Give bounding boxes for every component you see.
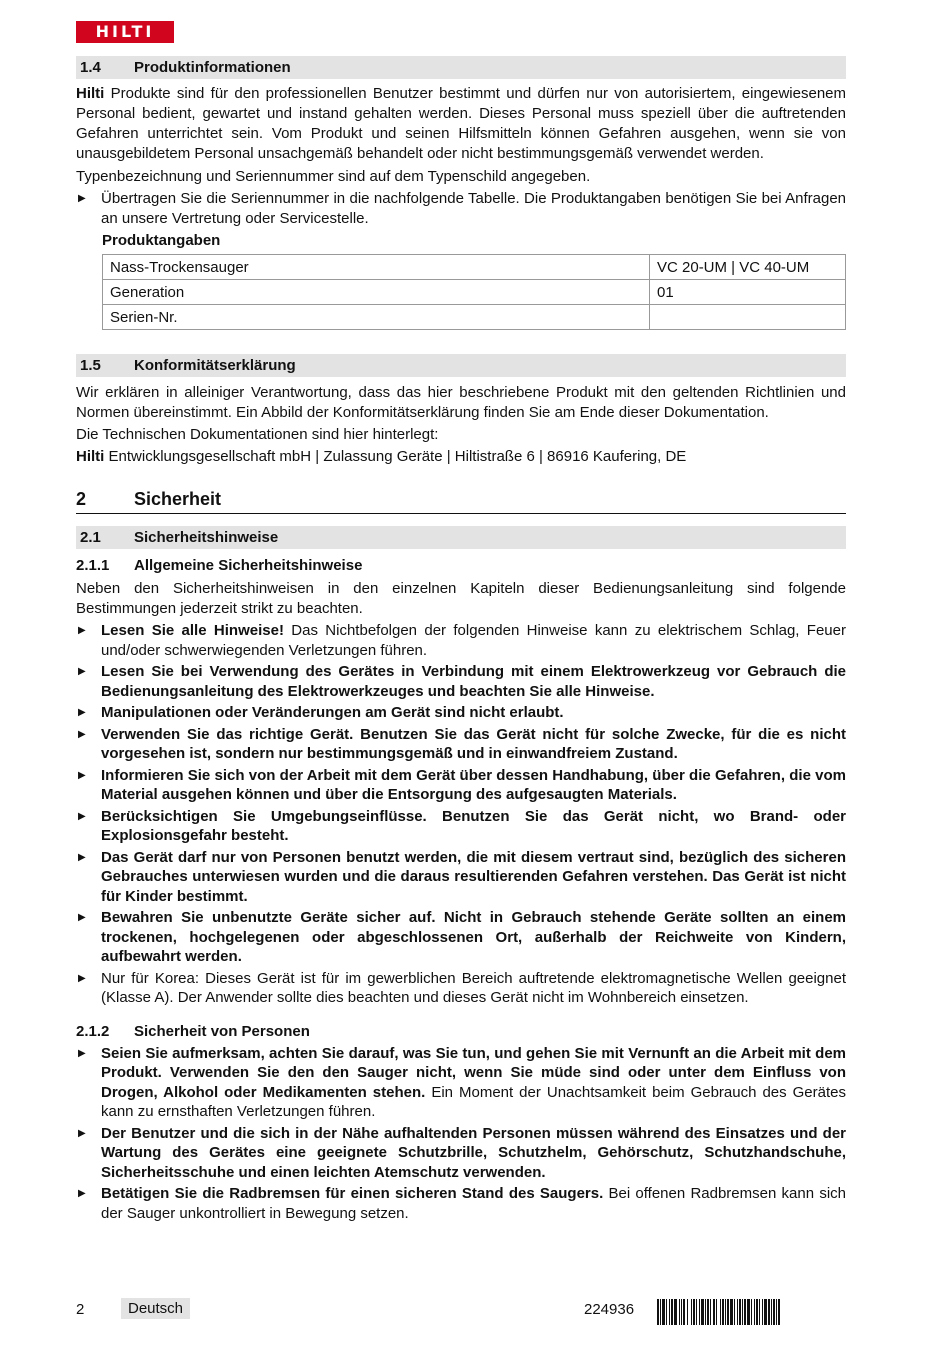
language-label: Deutsch <box>121 1298 190 1319</box>
list-item-bold: Informieren Sie sich von der Arbeit mit dem Gerät über dessen Handhabung, über die Gefahren, die vom Material ausgehen können und über die Entsorgung des aufgesaugten Materials. <box>101 766 846 803</box>
list-item-bold: Lesen Sie bei Verwendung des Gerätes in Verbindung mit einem Elektrowerkzeug vor Gebrauch die Bedienungsanleitung des Elektrowerkzeuges und beachten Sie alle Hinweise. <box>101 663 846 700</box>
arrow-bullet-icon: ▶ <box>78 851 86 863</box>
list-item <box>76 1184 846 1223</box>
list-item-text: Bei offenen Radbremsen kann sich der Sauger unkontrolliert in Bewegung setzen. <box>101 1185 846 1222</box>
list-item-text: Übertragen Sie die Seriennummer in die nachfolgende Tabelle. Die Produktangaben benötigen Sie bei Anfragen an unsere Vertretung oder Servicestelle. <box>101 190 846 227</box>
subsection-number: 2.1.1 <box>76 557 110 574</box>
arrow-bullet-icon: ▶ <box>78 625 86 636</box>
list-item <box>76 621 846 660</box>
table-row <box>103 305 846 330</box>
section-number: 2.1 <box>80 529 101 546</box>
section-title: Sicherheitshinweise <box>134 529 279 546</box>
paragraph <box>76 84 846 164</box>
list-item-bold: Der Benutzer und die sich in der Nähe aufhaltenden Personen müssen während des Einsatzes und der Wartung des Gerätes eine geeignete Schutzbrille, Schutzhelm, Gehörschutz, Schutzhandschuhe, Sicherheitsschuhe und einen leichten Atemschutz verwenden. <box>101 1124 846 1181</box>
subsection-number: 2.1.2 <box>76 1022 110 1040</box>
paragraph: Die Technischen Dokumentationen sind hier hinterlegt: <box>76 426 439 443</box>
arrow-bullet-icon: ▶ <box>78 912 86 923</box>
list-item-bold: Betätigen Sie die Radbremsen für einen sicheren Stand des Saugers. <box>101 1185 604 1202</box>
paragraph: Wir erklären in alleiniger Verantwortung, dass das hier beschriebene Produkt mit den geltenden Richtlinien und Normen übereinstimmt. Ein Abbild der Konformitätserklärung finden Sie am Ende dieser Dokumentation. <box>76 384 846 421</box>
chapter-title: Sicherheit <box>134 489 222 509</box>
arrow-bullet-icon: ▶ <box>78 1047 86 1059</box>
person-safety-list <box>76 1044 846 1224</box>
list-item-bold: Das Gerät darf nur von Personen benutzt werden, die mit diesem vertraut sind, bezüglich des sicheren Gebrauches unterwiesen wurden und die daraus resultierenden Gefahren verstehen. Das Gerät ist nicht für Kinder bestimmt. <box>101 848 846 905</box>
list-item <box>76 766 846 805</box>
section-title: Produktinformationen <box>134 59 291 76</box>
list-item <box>76 662 846 701</box>
section-heading-2-1 <box>76 526 846 549</box>
list-item-text: Ein Moment der Unachtsamkeit beim Gebrauch des Gerätes kann zu ernsthaften Verletzungen führen. <box>101 1083 846 1120</box>
brand-name: Hilti <box>76 85 105 102</box>
arrow-bullet-icon: ▶ <box>78 666 86 677</box>
subsection-heading-2-1-2 <box>76 1022 846 1042</box>
list-item <box>76 1124 846 1183</box>
list-item-bold: Bewahren Sie unbenutzte Geräte sicher auf. Nicht in Gebrauch stehende Geräte sollten an einem trockenen, hochgelegenen oder abgeschlossenen Ort, außerhalb der Reichweite von Kindern, aufbewahrt werden. <box>101 909 846 965</box>
list-item-bold: Manipulationen oder Veränderungen am Gerät sind nicht erlaubt. <box>101 704 564 721</box>
paragraph: Neben den Sicherheitshinweisen in den einzelnen Kapiteln dieser Bedienungsanleitung sind folgende Bestimmungen jederzeit strikt zu beachten. <box>76 580 846 617</box>
product-info-table <box>102 254 846 330</box>
paragraph-text: Entwicklungsgesellschaft mbH | Zulassung Geräte | Hiltistraße 6 | 86916 Kaufering, DE <box>104 448 687 465</box>
arrow-bullet-icon: ▶ <box>78 1188 86 1199</box>
subsection-heading-2-1-1 <box>76 556 846 576</box>
arrow-bullet-icon: ▶ <box>78 769 86 781</box>
document-code: 224936 <box>584 1301 635 1318</box>
arrow-bullet-icon: ▶ <box>78 707 86 718</box>
section-number: 1.5 <box>80 357 101 374</box>
hilti-logo: HILTI <box>76 21 174 43</box>
subsection-title: Sicherheit von Personen <box>134 1022 310 1040</box>
barcode-icon <box>657 1299 846 1325</box>
list-item <box>76 908 846 967</box>
arrow-bullet-icon: ▶ <box>78 1127 86 1139</box>
page-content <box>76 56 846 1223</box>
table-title: Produktangaben <box>102 232 221 249</box>
list-item-bold: Seien Sie aufmerksam, achten Sie darauf, was Sie tun, und gehen Sie mit Vernunft an die Arbeit mit dem Produkt. Verwenden Sie den den Sauger nicht, wenn Sie müde sind oder unter dem Einfluss von Drogen, Alkohol oder Medikamenten stehen. <box>101 1044 846 1101</box>
brand-name: Hilti <box>76 448 105 465</box>
section-number: 1.4 <box>80 59 101 76</box>
list-item <box>76 189 846 228</box>
arrow-bullet-icon: ▶ <box>78 972 86 984</box>
list-item-bold: Verwenden Sie das richtige Gerät. Benutzen Sie das Gerät nicht für solche Zwecke, für die es nicht vorgesehen ist, sondern nur bestimmungsgemäß und in einwandfreiem Zustand. <box>101 725 846 762</box>
list-item <box>76 1044 846 1122</box>
section-heading-1-5 <box>76 354 846 377</box>
safety-list <box>76 621 846 1008</box>
table-cell-label: Nass-Trockensauger <box>103 255 650 280</box>
page-number: 2 <box>76 1301 85 1318</box>
list-item-bold: Berücksichtigen Sie Umgebungseinflüsse. Benutzen Sie das Gerät nicht, wo Brand- oder Explosionsgefahr besteht. <box>101 807 846 844</box>
table-row <box>103 280 846 305</box>
list-item-text: Das Nichtbefolgen der folgenden Hinweise kann zu elektrischem Schlag, Feuer und/oder schwerwiegenden Verletzungen führen. <box>101 622 846 659</box>
paragraph-text: Produkte sind für den professionellen Benutzer bestimmt und dürfen nur von autorisiertem, eingewiesenem Personal bedient, gewartet und instand gehalten werden. Dieses Personal muss speziell über die auftretenden Gefahren unterrichtet sein. Vom Produkt und seinen Hilfsmitteln können Gefahren ausgehen, wenn sie von unausgebildetem Personal unsachgemäß behandelt oder nicht bestimmungsgemäß verwendet werden. <box>76 85 846 162</box>
chapter-number: 2 <box>76 489 87 509</box>
bullet-list <box>76 189 846 228</box>
subsection-title: Allgemeine Sicherheitshinweise <box>134 557 363 574</box>
paragraph: Typenbezeichnung und Seriennummer sind auf dem Typenschild angegeben. <box>76 168 591 185</box>
arrow-bullet-icon: ▶ <box>78 728 86 740</box>
table-cell-value: VC 20-UM | VC 40-UM <box>650 255 846 280</box>
section-title: Konformitätserklärung <box>134 357 296 374</box>
arrow-bullet-icon: ▶ <box>78 810 86 822</box>
chapter-heading-2 <box>76 489 846 514</box>
table-cell-label: Serien-Nr. <box>103 305 650 330</box>
list-item <box>76 969 846 1008</box>
list-item <box>76 725 846 764</box>
list-item <box>76 703 846 723</box>
table-cell-value <box>650 305 846 330</box>
table-cell-value: 01 <box>650 280 846 305</box>
table-cell-label: Generation <box>103 280 650 305</box>
list-item <box>76 848 846 907</box>
list-item <box>76 807 846 846</box>
section-heading-1-4 <box>76 56 846 79</box>
list-item-text: Nur für Korea: Dieses Gerät ist für im gewerblichen Bereich auftretende elektromagnetische Wellen geeignet (Klasse A). Der Anwender sollte dies beachten und dieses Gerät nicht im Wohnbereich einsetzen. <box>101 969 846 1006</box>
paragraph <box>76 447 846 467</box>
list-item-bold: Lesen Sie alle Hinweise! <box>101 622 284 639</box>
table-row <box>103 255 846 280</box>
arrow-bullet-icon: ▶ <box>78 193 86 204</box>
